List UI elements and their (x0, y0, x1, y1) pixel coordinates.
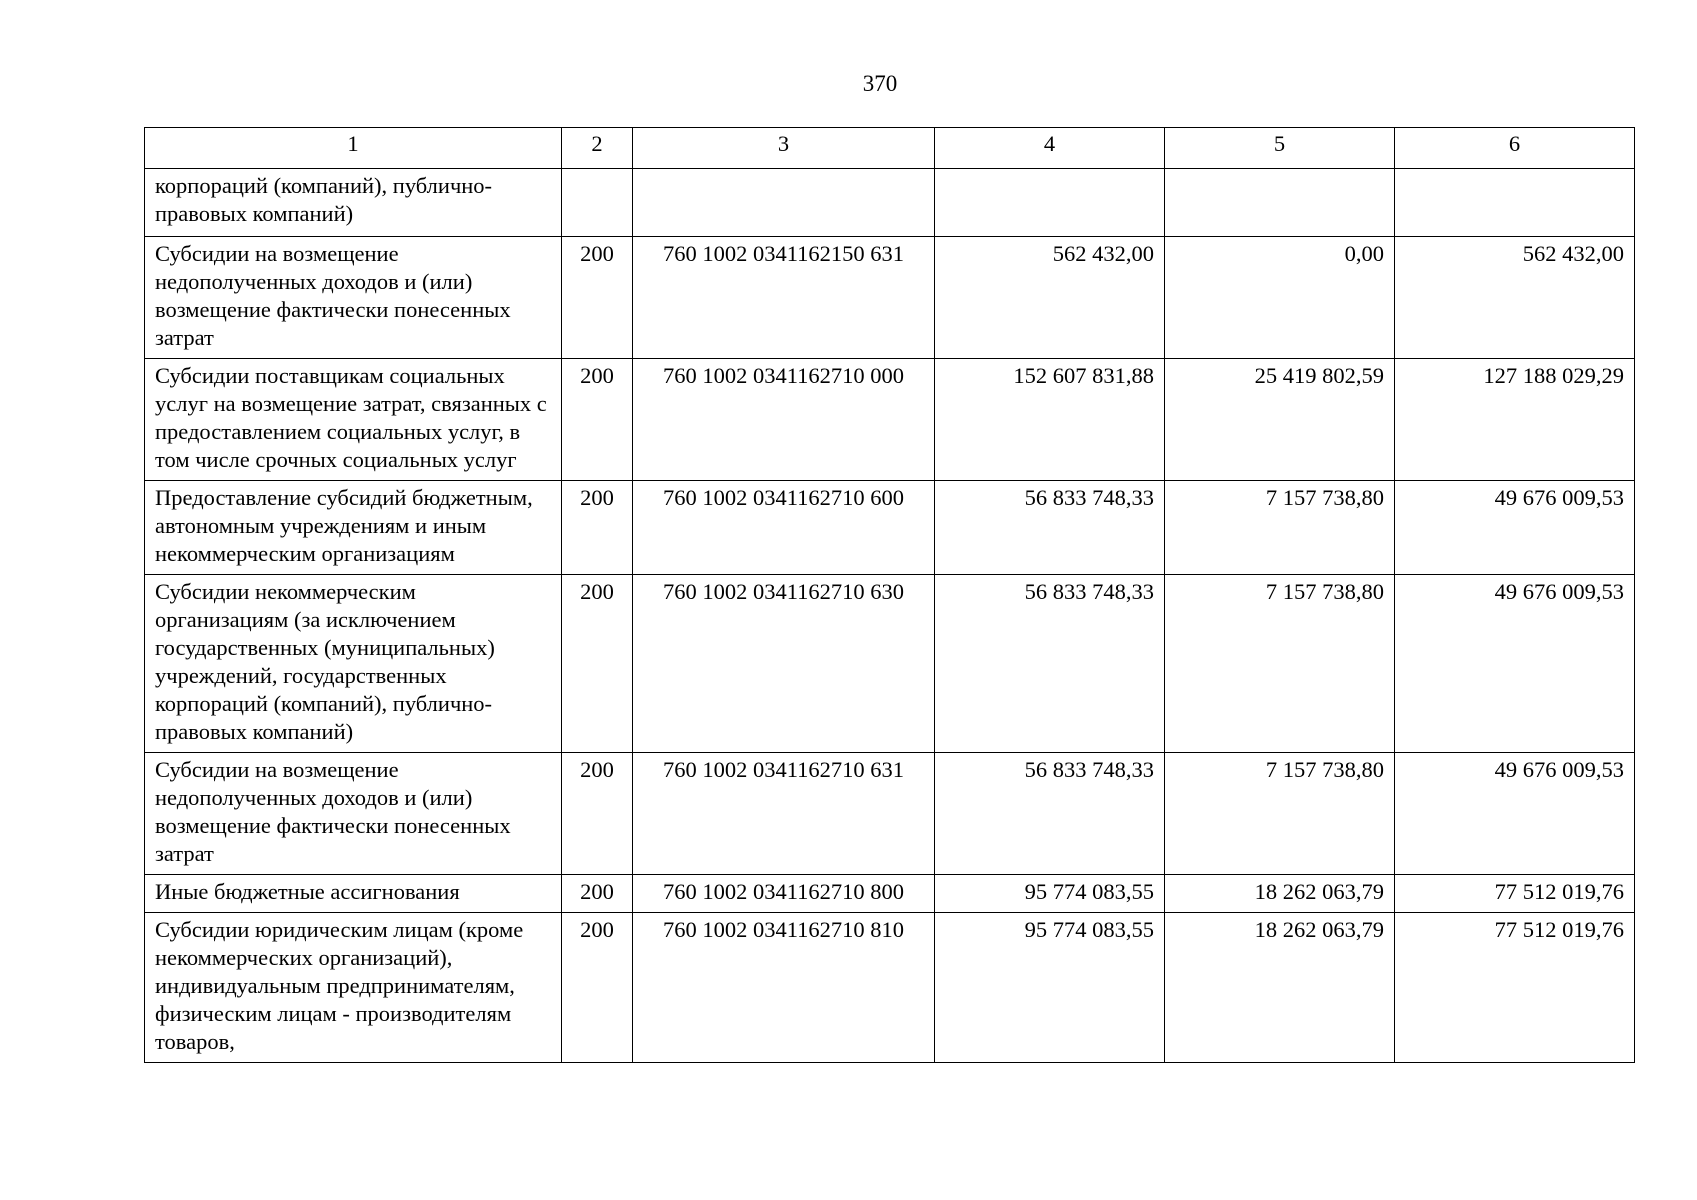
page-number: 370 (862, 71, 898, 96)
row-col4: 562 432,00 (935, 237, 1165, 359)
row-col6: 49 676 009,53 (1395, 575, 1635, 753)
row-code: 760 1002 0341162710 800 (633, 875, 935, 913)
row-col5 (1165, 169, 1395, 237)
row-col5: 7 157 738,80 (1165, 575, 1395, 753)
row-code: 760 1002 0341162710 000 (633, 359, 935, 481)
table-row (145, 359, 1635, 481)
row-col6: 77 512 019,76 (1395, 913, 1635, 1063)
row-col2: 200 (562, 575, 633, 753)
row-code: 760 1002 0341162710 631 (633, 753, 935, 875)
row-col2: 200 (562, 237, 633, 359)
row-col4: 56 833 748,33 (935, 575, 1165, 753)
table-row (145, 875, 1635, 913)
header-col-3: 3 (633, 128, 935, 169)
row-col2: 200 (562, 875, 633, 913)
row-col2: 200 (562, 481, 633, 575)
row-col4 (935, 169, 1165, 237)
row-col5: 7 157 738,80 (1165, 753, 1395, 875)
header-col-2: 2 (562, 128, 633, 169)
table-body (145, 169, 1635, 1063)
row-name: Субсидии на возмещение недополученных доходов и (или) возмещение фактически понесенных затрат (145, 753, 562, 875)
row-col6: 49 676 009,53 (1395, 481, 1635, 575)
row-col2: 200 (562, 913, 633, 1063)
row-name: Предоставление субсидий бюджетным, автономным учреждениям и иным некоммерческим организациям (145, 481, 562, 575)
row-code: 760 1002 0341162150 631 (633, 237, 935, 359)
header-col-4: 4 (935, 128, 1165, 169)
row-code (633, 169, 935, 237)
row-name: корпораций (компаний), публично-правовых компаний) (145, 169, 562, 237)
row-col2: 200 (562, 753, 633, 875)
row-name: Субсидии поставщикам социальных услуг на возмещение затрат, связанных с предоставлением социальных услуг, в том числе срочных социальных услуг (145, 359, 562, 481)
table-row (145, 169, 1635, 237)
row-col6: 77 512 019,76 (1395, 875, 1635, 913)
row-col2 (562, 169, 633, 237)
table-row (145, 575, 1635, 753)
row-col6 (1395, 169, 1635, 237)
row-col4: 95 774 083,55 (935, 913, 1165, 1063)
row-col5: 18 262 063,79 (1165, 913, 1395, 1063)
row-name: Иные бюджетные ассигнования (145, 875, 562, 913)
row-col4: 56 833 748,33 (935, 481, 1165, 575)
header-col-5: 5 (1165, 128, 1395, 169)
row-col6: 562 432,00 (1395, 237, 1635, 359)
row-col4: 56 833 748,33 (935, 753, 1165, 875)
row-name: Субсидии на возмещение недополученных доходов и (или) возмещение фактически понесенных затрат (145, 237, 562, 359)
row-code: 760 1002 0341162710 630 (633, 575, 935, 753)
budget-table (144, 127, 1635, 1063)
table-row (145, 481, 1635, 575)
row-col5: 7 157 738,80 (1165, 481, 1395, 575)
table-header (145, 128, 1635, 169)
row-col5: 25 419 802,59 (1165, 359, 1395, 481)
header-col-6: 6 (1395, 128, 1635, 169)
row-col5: 18 262 063,79 (1165, 875, 1395, 913)
row-col4: 152 607 831,88 (935, 359, 1165, 481)
row-col6: 127 188 029,29 (1395, 359, 1635, 481)
table-row (145, 753, 1635, 875)
header-row (145, 128, 1635, 169)
table-row (145, 913, 1635, 1063)
row-code: 760 1002 0341162710 600 (633, 481, 935, 575)
row-name: Субсидии юридическим лицам (кроме некоммерческих организаций), индивидуальным предпринимателям, физическим лицам - производителям товаров, (145, 913, 562, 1063)
row-col2: 200 (562, 359, 633, 481)
row-col5: 0,00 (1165, 237, 1395, 359)
row-name: Субсидии некоммерческим организациям (за исключением государственных (муниципальных) учреждений, государственных корпораций (компаний), публично-правовых компаний) (145, 575, 562, 753)
row-code: 760 1002 0341162710 810 (633, 913, 935, 1063)
row-col4: 95 774 083,55 (935, 875, 1165, 913)
table-row (145, 237, 1635, 359)
header-col-1: 1 (145, 128, 562, 169)
row-col6: 49 676 009,53 (1395, 753, 1635, 875)
